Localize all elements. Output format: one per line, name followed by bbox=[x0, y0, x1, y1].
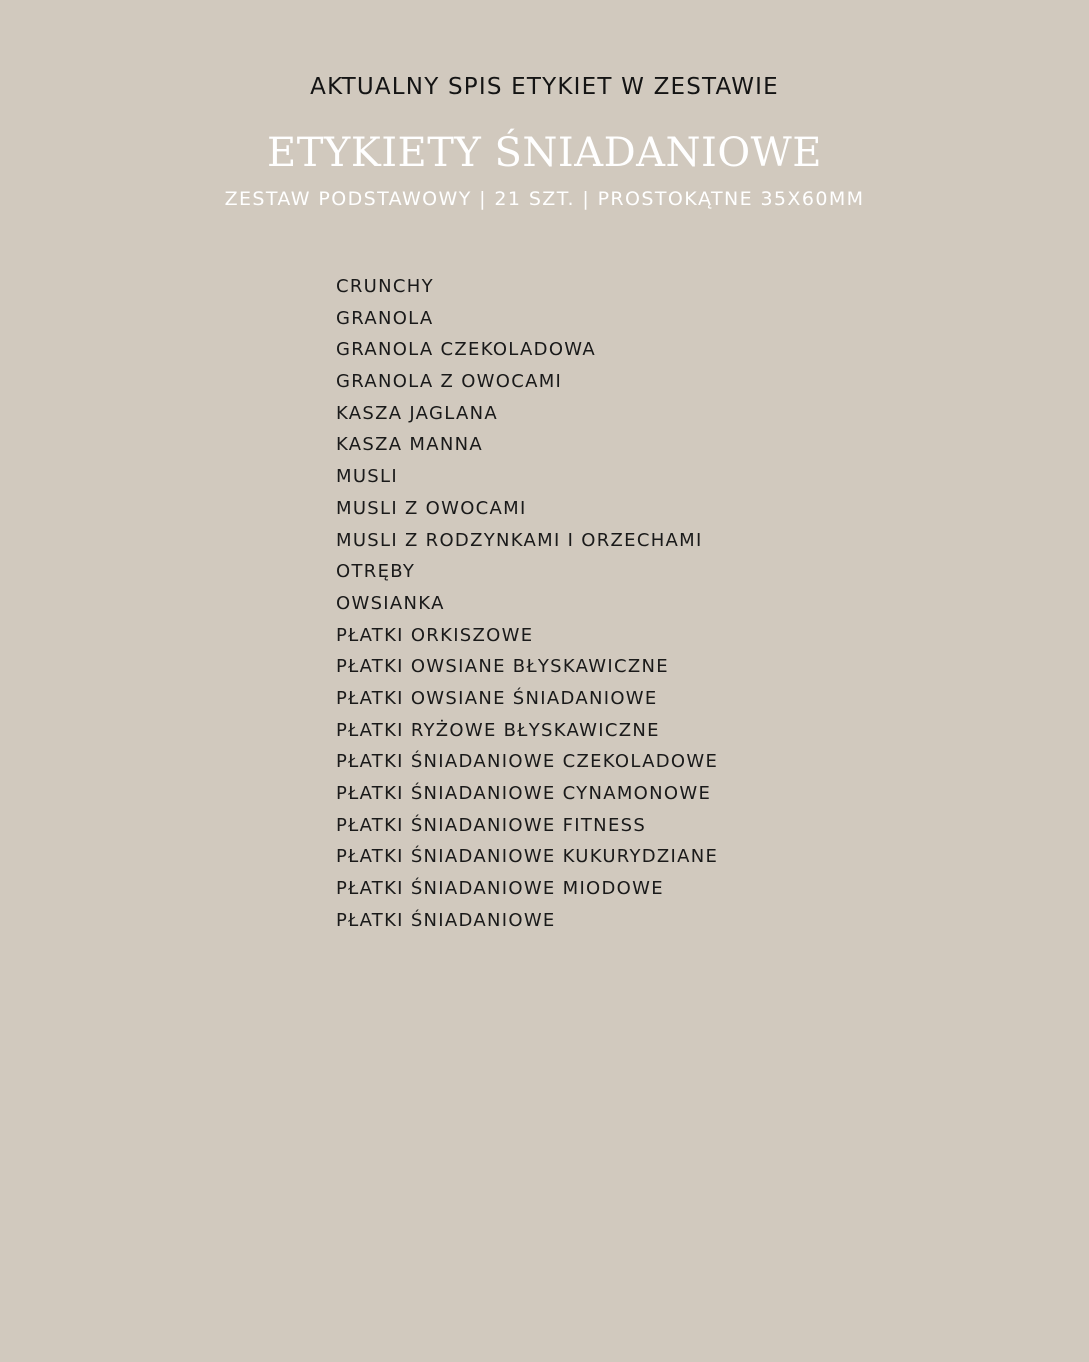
list-item: KASZA MANNA bbox=[336, 434, 483, 456]
list-item: KASZA JAGLANA bbox=[336, 402, 498, 424]
list-item: PŁATKI ŚNIADANIOWE MIODOWE bbox=[336, 878, 664, 900]
page-title: ETYKIETY ŚNIADANIOWE bbox=[267, 130, 822, 176]
list-item: PŁATKI ŚNIADANIOWE KUKURYDZIANE bbox=[336, 846, 719, 868]
list-item: OWSIANKA bbox=[336, 592, 445, 614]
list-item: PŁATKI ŚNIADANIOWE CZEKOLADOWE bbox=[336, 751, 719, 773]
page-subtitle: ZESTAW PODSTAWOWY | 21 SZT. | PROSTOKĄTNE 35X60MM bbox=[224, 188, 865, 210]
list-item: MUSLI Z OWOCAMI bbox=[336, 497, 527, 519]
list-item: PŁATKI OWSIANE BŁYSKAWICZNE bbox=[336, 656, 669, 678]
list-item: MUSLI Z RODZYNKAMI I ORZECHAMI bbox=[336, 529, 703, 551]
list-item: OTRĘBY bbox=[336, 561, 416, 583]
list-item: PŁATKI ORKISZOWE bbox=[336, 624, 534, 646]
list-item: PŁATKI ŚNIADANIOWE bbox=[336, 909, 556, 931]
list-item: GRANOLA CZEKOLADOWA bbox=[336, 339, 597, 361]
list-item: MUSLI bbox=[336, 466, 398, 488]
list-item: PŁATKI ŚNIADANIOWE FITNESS bbox=[336, 814, 647, 836]
list-item: CRUNCHY bbox=[336, 276, 434, 297]
label-list bbox=[336, 276, 718, 941]
list-item: GRANOLA bbox=[336, 307, 434, 329]
list-item: PŁATKI RYŻOWE BŁYSKAWICZNE bbox=[336, 719, 660, 741]
list-item: GRANOLA Z OWOCAMI bbox=[336, 371, 563, 393]
list-item: PŁATKI OWSIANE ŚNIADANIOWE bbox=[336, 687, 658, 709]
page-overline: AKTUALNY SPIS ETYKIET W ZESTAWIE bbox=[310, 74, 779, 100]
list-item: PŁATKI ŚNIADANIOWE CYNAMONOWE bbox=[336, 783, 712, 804]
